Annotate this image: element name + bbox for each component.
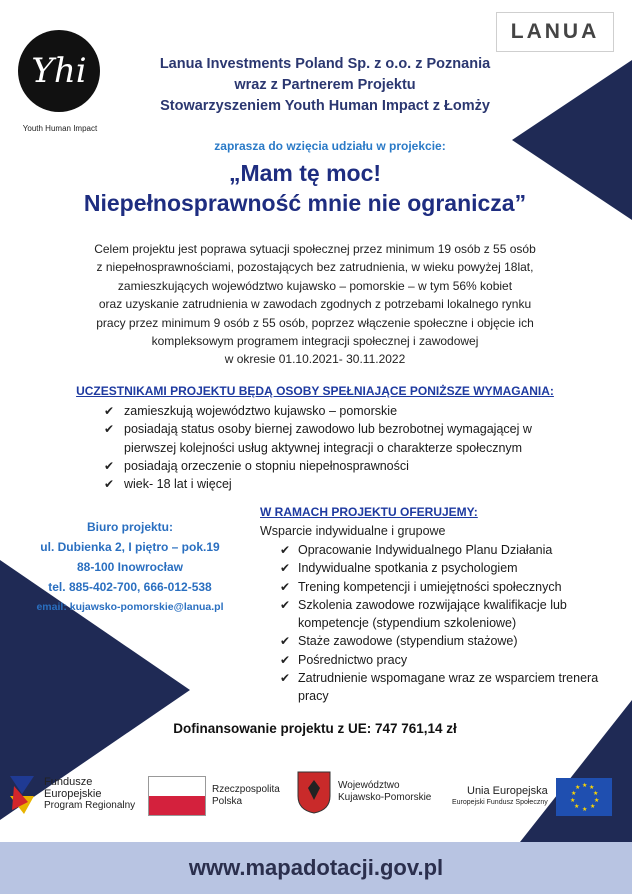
organizer-line: Lanua Investments Poland Sp. z o.o. z Poznania: [159, 56, 491, 72]
office-postcode: 88-100 Inowrocław: [76, 560, 184, 574]
office-phone: tel. 885-402-700, 666-012-538: [48, 580, 212, 594]
offer-text: Opracowanie Indywidualnego Planu Działania: [298, 543, 553, 557]
svg-text:★: ★: [581, 806, 588, 813]
checkmark-icon: ✔: [280, 634, 291, 649]
svg-text:★: ★: [592, 790, 599, 797]
invite-text: zaprasza do wzięcia udziału w projekcie:: [214, 139, 446, 153]
organizer-heading: [120, 54, 530, 117]
checkmark-icon: ✔: [280, 579, 291, 594]
funding-amount: Dofinansowanie projektu z UE: 747 761,14 zł: [173, 721, 457, 736]
offer-title: W RAMACH PROJEKTU OFERUJEMY:: [260, 505, 478, 519]
project-title-line: „Mam tę moc!: [228, 160, 382, 186]
description-line: z niepełnosprawnościami, pozostających bez zatrudnienia, w wieku powyżej 18lat,: [96, 260, 534, 275]
list-item: [280, 541, 625, 559]
yhi-logo: [18, 30, 100, 112]
project-description: [40, 240, 590, 369]
yhi-logo-caption: Youth Human Impact: [22, 124, 98, 133]
ue-logo-text: Europejski Fundusz Społeczny: [452, 799, 548, 806]
project-office: [20, 517, 240, 617]
offer-text: Staże zawodowe (stypendium stażowe): [298, 634, 518, 649]
checkmark-icon: ✔: [104, 422, 115, 437]
offer-text: Indywidualne spotkania z psychologiem: [298, 561, 518, 576]
offer-text: Szkolenia zawodowe rozwijające kwalifikacje lub kompetencje (stypendium szkoleniowe): [298, 597, 567, 631]
svg-text:★: ★: [593, 797, 600, 804]
description-line: w okresie 01.10.2021- 30.11.2022: [224, 352, 406, 367]
pl-logo: [148, 776, 280, 816]
website-footer[interactable]: www.mapadotacji.gov.pl: [0, 842, 632, 894]
checkmark-icon: ✔: [280, 543, 291, 557]
office-email[interactable]: email: kujawsko-pomorskie@lanua.pl: [36, 601, 224, 613]
fe-logo-text: Program Regionalny: [44, 800, 136, 811]
fe-logo-icon: [8, 772, 38, 816]
list-item: [104, 420, 574, 457]
kp-logo-text: Województwo: [338, 780, 400, 791]
project-title-line: Niepełnosprawność mnie nie ogranicza”: [83, 190, 527, 216]
description-line: oraz uzyskanie zatrudnienia w zawodach zgodnych z potrzebami lokalnego rynku: [98, 297, 532, 312]
checkmark-icon: ✔: [104, 477, 115, 492]
offer-list: [280, 541, 625, 706]
requirement-text: posiadają orzeczenie o stopniu niepełnosprawności: [124, 458, 409, 473]
requirement-text: posiadają status osoby biernej zawodowo lub bezrobotnej wymagającej w pierwszej kolejności usług aktywnej integracji o charakterze społecznym: [124, 422, 532, 455]
list-item: [104, 402, 574, 420]
checkmark-icon: ✔: [104, 458, 115, 473]
offer-subtitle: Wsparcie indywidualne i grupowe: [260, 524, 446, 538]
list-item: [280, 632, 625, 650]
svg-text:★: ★: [573, 803, 580, 810]
checkmark-icon: ✔: [280, 561, 291, 576]
svg-text:★: ★: [588, 784, 595, 791]
eu-flag-icon: [556, 778, 612, 816]
list-item: [104, 475, 574, 493]
checkmark-icon: ✔: [280, 597, 291, 612]
offer-text: Zatrudnienie wspomagane wraz ze wsparciem trenera pracy: [298, 671, 599, 704]
pl-logo-text: Rzeczpospolita: [212, 784, 280, 795]
list-item: [280, 578, 625, 596]
requirements-list: [104, 402, 574, 493]
organizer-line: wraz z Partnerem Projektu: [234, 77, 416, 93]
svg-text:★: ★: [574, 784, 581, 791]
coat-of-arms-icon: [296, 770, 332, 814]
ue-logo: [452, 778, 612, 816]
office-address: ul. Dubienka 2, I piętro – pok.19: [40, 540, 220, 554]
requirement-text: zamieszkują województwo kujawsko – pomorskie: [124, 404, 398, 418]
offer-text: Pośrednictwo pracy: [298, 652, 408, 667]
description-line: zamieszkujących województwo kujawsko – pomorskie – w tym 56% kobiet: [117, 278, 513, 293]
organizer-line: Stowarzyszeniem Youth Human Impact z Łomży: [160, 98, 490, 114]
fe-logo-text: Fundusze: [44, 776, 93, 788]
kp-logo-text: Kujawsko-Pomorskie: [338, 792, 432, 803]
lanua-logo: LANUA: [496, 12, 614, 52]
svg-text:★: ★: [570, 790, 577, 797]
description-line: Celem projektu jest poprawa sytuacji społecznej przez minimum 19 osób z 55 osób: [94, 242, 536, 256]
description-line: pracy przez minimum 9 osób z 55 osób, poprzez włączenie społeczne i objęcie ich: [96, 315, 534, 330]
project-title: [40, 158, 570, 218]
fe-logo: [8, 772, 135, 816]
kp-logo: [296, 770, 431, 814]
list-item: [280, 596, 625, 633]
requirements-title: UCZESTNIKAMI PROJEKTU BĘDĄ OSOBY SPEŁNIAJĄCE PONIŻSZE WYMAGANIA:: [76, 384, 554, 398]
requirement-text: wiek- 18 lat i więcej: [124, 477, 232, 492]
office-title: Biuro projektu:: [87, 520, 173, 534]
sponsor-logos: [0, 764, 632, 834]
polish-flag-icon: [148, 776, 206, 816]
pl-logo-text: Polska: [212, 796, 243, 807]
list-item: [280, 559, 625, 577]
checkmark-icon: ✔: [280, 671, 291, 686]
list-item: [280, 651, 625, 669]
svg-text:★: ★: [581, 782, 588, 789]
list-item: [280, 669, 625, 706]
list-item: [104, 457, 574, 475]
svg-text:★: ★: [569, 797, 576, 804]
description-line: kompleksowym programem integracji społecznej i zawodowej: [151, 334, 479, 349]
checkmark-icon: ✔: [280, 652, 291, 667]
ue-logo-text: Unia Europejska: [467, 785, 548, 797]
yhi-logo-text: Yhi: [31, 51, 87, 91]
fe-logo-text: Europejskie: [44, 788, 102, 800]
svg-text:★: ★: [589, 803, 596, 810]
checkmark-icon: ✔: [104, 404, 115, 418]
offer-text: Trening kompetencji i umiejętności społecznych: [298, 579, 562, 594]
